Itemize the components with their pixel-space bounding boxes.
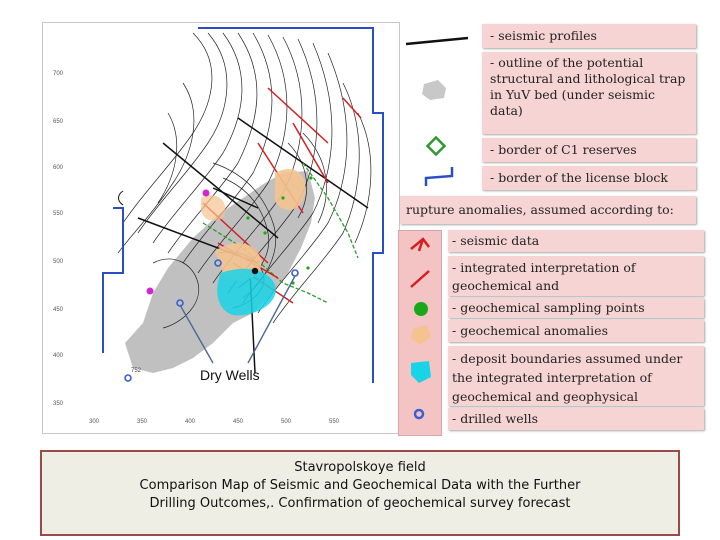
marker-point [147,288,154,295]
drilled-well-symbol [415,410,423,418]
legend-row-geochem-anomalies [448,320,704,342]
legend-row-license-block [482,166,696,190]
seismic-profile-symbol [406,38,468,44]
legend-row-deposit-boundaries [448,346,704,406]
c1-reserves-symbol [428,138,445,155]
y-tick-label: 400 [53,353,64,359]
marker-point [203,190,210,197]
x-tick-label: 550 [329,419,340,425]
geochemical-anomaly [201,195,225,221]
x-tick-label: 350 [137,419,148,425]
deposit-boundary [217,269,276,316]
x-tick-label: 450 [233,419,244,425]
trap-outline-symbol [422,80,446,100]
legend-row-c1-reserves [482,138,696,162]
well-black [252,268,258,274]
map-panel [42,22,400,434]
sampling-point-symbol [414,302,428,316]
legend-text: - geochemical sampling points [452,300,645,315]
y-tick-label: 700 [53,71,64,77]
caption-line: Comparison Map of Seismic and Geochemical Data with the Further [139,478,581,493]
legend-text: - deposit boundaries assumed under the integrated interpretation of geochemical and geophysical [452,351,683,404]
legend-symbols-bottom [398,230,442,436]
legend-text: - border of the license block [490,170,668,185]
legend-text: - border of C1 reserves [490,142,637,157]
legend-text: - seismic profiles [490,28,597,43]
caption-line: Drilling Outcomes,. Confirmation of geochemical survey forecast [149,496,571,511]
legend-text: - integrated interpretation of geochemical and [452,260,636,293]
legend-symbols-top [398,22,480,192]
legend-row-drilled-wells [448,408,704,430]
license-block-border-west [103,208,123,353]
y-tick-label: 600 [53,165,64,171]
legend-text: - geochemical anomalies [452,323,608,338]
legend-row-seismic-data [448,230,704,252]
integrated-rupture-symbol [411,271,429,287]
figure-caption [40,450,680,536]
license-block-symbol [426,167,452,186]
y-tick-label: 450 [53,307,64,313]
legend-text: - outline of the potential structural and lithological trap in YuV bed (under seismic data) [490,55,686,118]
x-tick-label: 300 [89,419,100,425]
legend-row-integrated [448,256,704,296]
y-tick-label: 350 [53,401,64,407]
legend-heading-rupture [400,196,696,224]
legend-text: - seismic data [452,233,540,248]
legend-heading-text: rupture anomalies, assumed according to: [406,202,674,217]
geochem-anomaly-symbol [411,325,431,345]
caption-title: Stavropolskoye field [294,460,426,475]
legend-text: - drilled wells [452,411,539,426]
x-tick-label: 400 [185,419,196,425]
well-number-label: 752 [131,368,142,374]
x-tick-label: 500 [281,419,292,425]
y-tick-label: 650 [53,119,64,125]
y-tick-label: 550 [53,211,64,217]
legend-row-trap-outline [482,52,696,134]
y-tick-label: 500 [53,259,64,265]
legend-row-seismic-profiles [482,24,696,48]
deposit-boundary-symbol [411,361,431,383]
legend-row-sampling-points [448,298,704,318]
dry-wells-label: Dry Wells [200,367,260,383]
